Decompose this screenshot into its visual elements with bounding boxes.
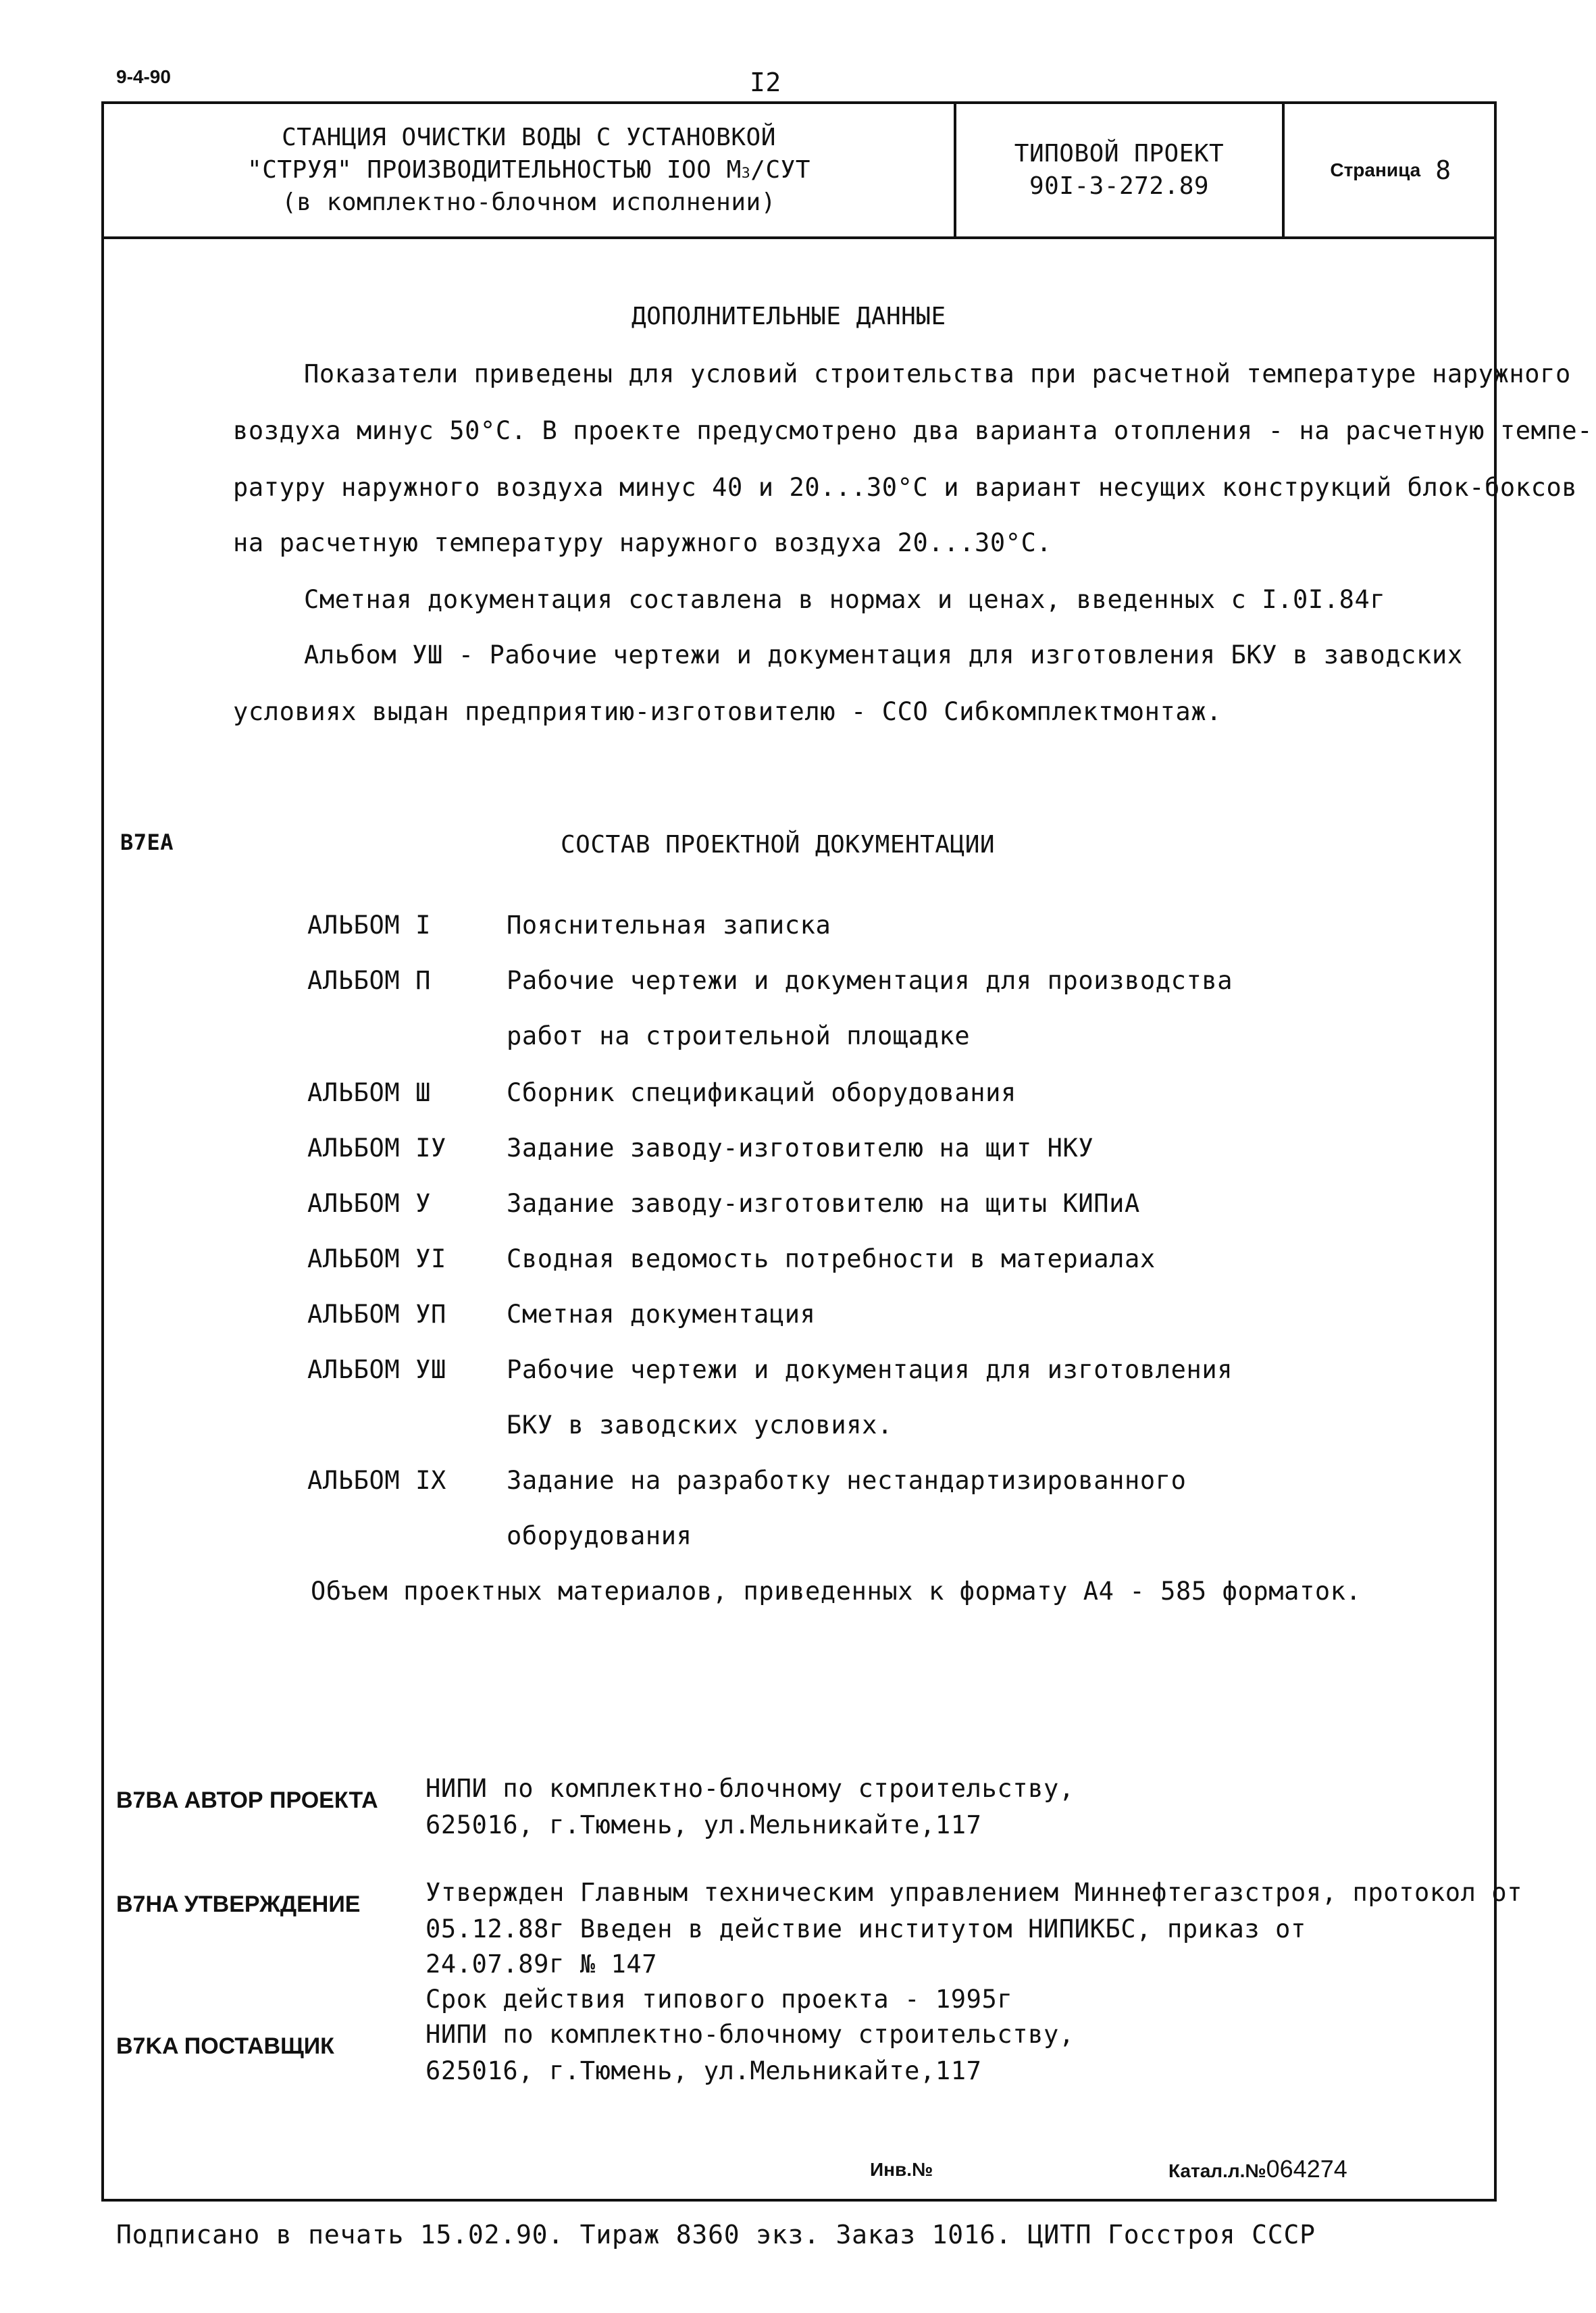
album-4-desc: Задание заводу-изготовителю на щит НКУ	[507, 1134, 1094, 1163]
additional-line-6: Альбом УШ - Рабочие чертежи и документация для изготовления БКУ в заводских	[304, 640, 1463, 669]
album-5-desc: Задание заводу-изготовителю на щиты КИПиА	[507, 1189, 1140, 1218]
album-3-label: АЛЬБОМ Ш	[307, 1078, 432, 1107]
album-2-desc-2: работ на строительной площадке	[507, 1021, 971, 1050]
album-5-label: АЛЬБОМ У	[307, 1189, 432, 1218]
date-stamp: 9-4-90	[116, 66, 171, 87]
album-9-label: АЛЬБОМ IX	[307, 1466, 446, 1495]
project-label: ТИПОВОЙ ПРОЕКТ	[1014, 140, 1225, 168]
supplier-line-2: 625016, г.Тюмень, ул.Мельникайте,117	[426, 2056, 982, 2085]
page-value: 8	[1435, 155, 1451, 185]
album-7-desc: Сметная документация	[507, 1300, 816, 1329]
album-2-desc-1: Рабочие чертежи и документация для производства	[507, 966, 1233, 995]
album-1-desc: Пояснительная записка	[507, 911, 831, 940]
album-8-label: АЛЬБОМ УШ	[307, 1355, 446, 1384]
additional-line-7: условиях выдан предприятию-изготовителю - ССО Сибкомплектмонтаж.	[233, 697, 1222, 726]
additional-line-2: воздуха минус 50°С. В проекте предусмотрено два варианта отопления - на расчетную темпе-	[233, 416, 1593, 445]
album-8-desc-2: БКУ в заводских условиях.	[507, 1410, 893, 1440]
album-9-desc-2: оборудования	[507, 1521, 692, 1550]
additional-line-3: ратуру наружного воздуха минус 40 и 20...30°С и вариант несущих конструкций блок-боксов	[233, 473, 1578, 502]
author-label: B7BA АВТОР ПРОЕКТА	[116, 1787, 378, 1813]
volume-note: Объем проектных материалов, приведенных к формату А4 - 585 форматок.	[311, 1577, 1362, 1606]
album-6-label: АЛЬБОМ УI	[307, 1244, 446, 1273]
additional-line-1: Показатели приведены для условий строительства при расчетной температуре наружного	[304, 359, 1571, 388]
author-line-2: 625016, г.Тюмень, ул.Мельникайте,117	[426, 1810, 982, 1839]
catalog-number: Катал.л.№064274	[1168, 2155, 1347, 2183]
approval-label: B7HA УТВЕРЖДЕНИЕ	[116, 1891, 361, 1917]
header-page	[1285, 104, 1497, 236]
header-title-line-3: (в комплектно-блочном исполнении)	[282, 188, 776, 216]
header-title	[104, 104, 954, 236]
approval-line-3: 24.07.89г № 147	[426, 1950, 658, 1979]
composition-heading: СОСТАВ ПРОЕКТНОЙ ДОКУМЕНТАЦИИ	[561, 831, 996, 859]
album-8-desc-1: Рабочие чертежи и документация для изготовления	[507, 1355, 1233, 1384]
album-3-desc: Сборник спецификаций оборудования	[507, 1078, 1016, 1107]
author-line-1: НИПИ по комплектно-блочному строительству,	[426, 1774, 1075, 1803]
album-6-desc: Сводная ведомость потребности в материалах	[507, 1244, 1156, 1273]
print-info: Подписано в печать 15.02.90. Тираж 8360 экз. Заказ 1016. ЦИТП Госстроя СССР	[116, 2220, 1316, 2250]
additional-heading: ДОПОЛНИТЕЛЬНЫЕ ДАННЫЕ	[632, 303, 946, 330]
additional-line-5: Сметная документация составлена в нормах и ценах, введенных с I.0I.84г	[304, 585, 1386, 614]
composition-code: B7EA	[120, 830, 174, 855]
header-project	[956, 104, 1282, 236]
album-4-label: АЛЬБОМ IУ	[307, 1134, 446, 1163]
header-divider	[101, 236, 1497, 239]
album-1-label: АЛЬБОМ I	[307, 911, 432, 940]
approval-line-2: 05.12.88г Введен в действие институтом НИПИКБС, приказ от	[426, 1914, 1306, 1943]
page-label: Страница	[1330, 159, 1421, 180]
project-code: 90I-3-272.89	[1029, 172, 1210, 200]
header-title-line-2: "СТРУЯ" ПРОИЗВОДИТЕЛЬНОСТЬЮ IOO $М^3$/СУТ	[247, 156, 810, 184]
approval-line-4: Срок действия типового проекта - 1995г	[426, 1985, 1013, 2014]
additional-line-4: на расчетную температуру наружного воздуха 20...30°С.	[233, 528, 1052, 557]
album-7-label: АЛЬБОМ УП	[307, 1300, 446, 1329]
page-number: I2	[750, 68, 781, 97]
supplier-label: B7KA ПОСТАВЩИК	[116, 2033, 334, 2059]
header-title-line-1: СТАНЦИЯ ОЧИСТКИ ВОДЫ С УСТАНОВКОЙ	[282, 124, 776, 151]
album-2-label: АЛЬБОМ П	[307, 966, 432, 995]
album-9-desc-1: Задание на разработку нестандартизированного	[507, 1466, 1187, 1495]
supplier-line-1: НИПИ по комплектно-блочному строительству,	[426, 2020, 1075, 2049]
inventory-label: Инв.№	[870, 2159, 933, 2180]
approval-line-1: Утвержден Главным техническим управлением Миннефтегазстроя, протокол от	[426, 1878, 1523, 1907]
